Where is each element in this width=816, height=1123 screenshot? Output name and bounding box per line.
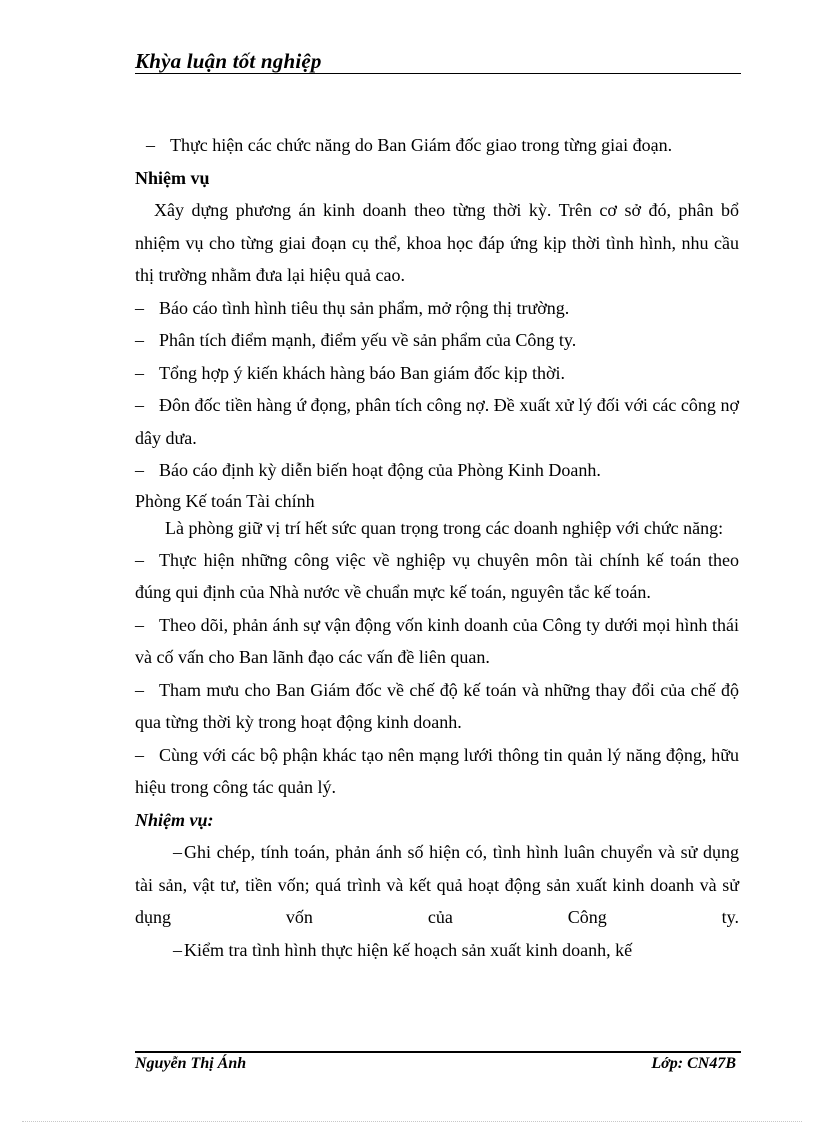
dash-bullet: – — [146, 135, 155, 155]
list-item-text: Tham mưu cho Ban Giám đốc về chế độ kế toán và những thay đổi của chế độ qua từng thời kỳ trong hoạt động kinh doanh. — [135, 679, 739, 732]
list-item — [135, 324, 739, 357]
list-item-text: Cùng với các bộ phận khác tạo nên mạng lưới thông tin quản lý năng động, hữu hiệu trong công tác quản lý. — [135, 744, 739, 797]
dash-bullet: – — [173, 939, 182, 960]
list-item — [135, 357, 739, 390]
heading-phong-ke-toan: Phòng Kế toán Tài chính — [135, 490, 315, 511]
list-item-text: Báo cáo định kỳ diễn biến hoạt động của Phòng Kinh Doanh. — [159, 460, 601, 480]
paragraph-ke-toan: Là phòng giữ vị trí hết sức quan trọng trong các doanh nghiệp với chức năng: — [165, 517, 724, 538]
dash-bullet: – — [135, 614, 144, 635]
dash-bullet: – — [135, 460, 144, 480]
dash-bullet: – — [173, 842, 182, 862]
list-item — [135, 389, 739, 454]
list-item-text: Theo dõi, phản ánh sự vận động vốn kinh doanh của Công ty dưới mọi hình thái và cố vấn cho Ban lãnh đạo các vấn đề liên quan. — [135, 614, 739, 667]
dash-bullet: – — [135, 744, 144, 765]
dash-bullet: – — [135, 549, 144, 570]
list-item-text: Kiểm tra tình hình thực hiện kế hoạch sản xuất kinh doanh, kế — [184, 939, 633, 960]
page-content — [135, 129, 739, 966]
intro-list-item — [135, 129, 739, 162]
dash-bullet: – — [135, 362, 144, 383]
header-divider — [135, 73, 741, 74]
dash-bullet: – — [135, 330, 144, 350]
list-item — [135, 836, 739, 934]
list-item — [135, 739, 739, 804]
heading-nhiem-vu: Nhiệm vụ — [135, 167, 210, 188]
list-item-text: Phân tích điểm mạnh, điểm yếu về sản phẩm của Công ty. — [159, 330, 577, 350]
dash-bullet: – — [135, 395, 144, 415]
intro-text: Thực hiện các chức năng do Ban Giám đốc giao trong từng giai đoạn. — [170, 135, 673, 155]
dash-bullet: – — [135, 679, 144, 700]
list-item — [135, 544, 739, 609]
list-item-text: Đôn đốc tiền hàng ứ đọng, phân tích công nợ. Đề xuất xử lý đối với các công nợ dây dưa. — [135, 395, 739, 448]
list-item — [135, 609, 739, 674]
footer-divider — [135, 1051, 741, 1053]
dash-bullet: – — [135, 297, 144, 318]
list-item-text: Ghi chép, tính toán, phản ánh số hiện có, tình hình luân chuyển và sử dụng tài sản, vật tư, tiền vốn; quá trình và kết quả hoạt động sản xuất kinh doanh và sử dụng vốn của Công ty. — [135, 842, 739, 927]
page-bottom-dotted-line — [22, 1121, 802, 1122]
list-item — [135, 292, 739, 325]
list-item — [135, 934, 739, 967]
document-header-title: Khỳa luận tốt nghiệp — [135, 49, 322, 73]
list-item — [135, 674, 739, 739]
paragraph-nhiem-vu: Xây dựng phương án kinh doanh theo từng thời kỳ. Trên cơ sở đó, phân bổ nhiệm vụ cho từng giai đoạn cụ thể, khoa học đáp ứng kịp thời tình hình, nhu cầu thị trường nhằm đưa lại hiệu quả cao. — [135, 200, 739, 285]
list-item — [135, 454, 739, 487]
heading-nhiem-vu-2: Nhiệm vụ: — [135, 809, 214, 830]
footer-class: Lớp: CN47B — [651, 1055, 736, 1072]
list-item-text: Tổng hợp ý kiến khách hàng báo Ban giám đốc kịp thời. — [159, 362, 565, 383]
footer-author: Nguyễn Thị Ánh — [135, 1055, 247, 1072]
list-item-text: Thực hiện những công việc về nghiệp vụ chuyên môn tài chính kế toán theo đúng qui định của Nhà nước về chuẩn mực kế toán, nguyên tắc kế toán. — [135, 549, 739, 602]
list-item-text: Báo cáo tình hình tiêu thụ sản phẩm, mở rộng thị trường. — [159, 297, 570, 318]
